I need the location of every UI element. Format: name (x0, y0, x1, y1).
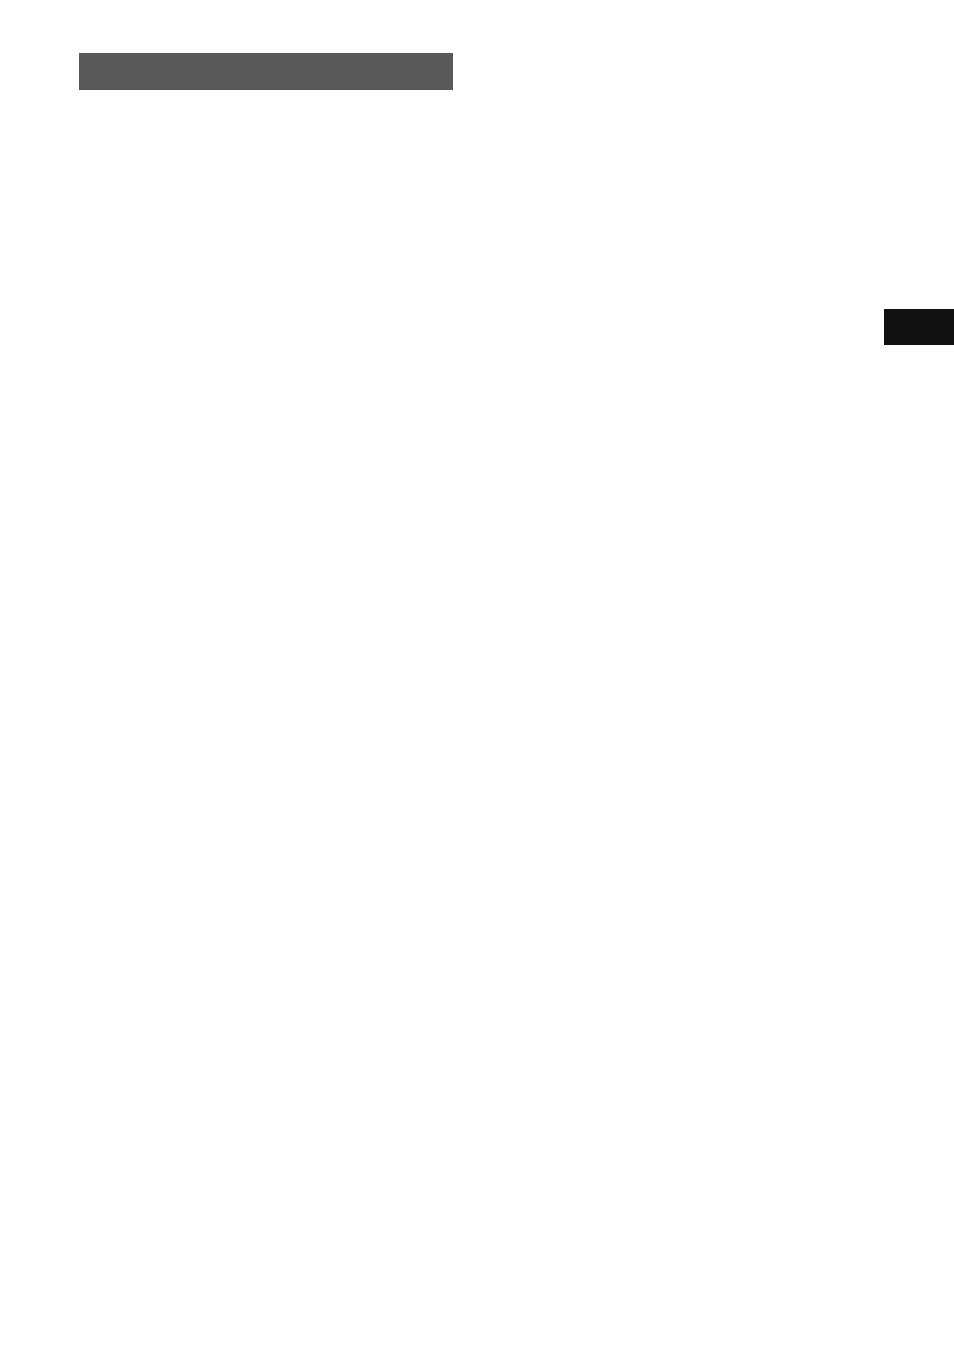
language-tab (884, 309, 954, 345)
title-bar (79, 53, 453, 90)
